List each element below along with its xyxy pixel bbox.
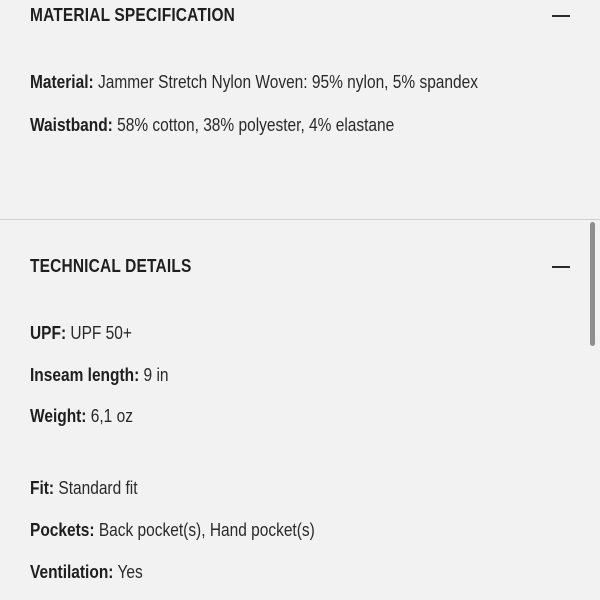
spec-value: 6,1 oz — [86, 406, 133, 426]
spec-row-fit — [30, 478, 138, 499]
spec-row-ventilation — [30, 562, 143, 583]
scrollbar-thumb[interactable] — [590, 222, 595, 346]
spec-key: Ventilation: — [30, 562, 114, 582]
spec-key: Waistband: — [30, 115, 113, 135]
spec-row-waistband — [30, 115, 394, 136]
spec-row-upf — [30, 323, 132, 344]
spec-row-pockets — [30, 520, 315, 541]
spec-row-inseam-length — [30, 365, 169, 386]
spec-key: Weight: — [30, 406, 87, 426]
spec-key: Pockets: — [30, 520, 95, 540]
spec-value: Yes — [113, 562, 143, 582]
spec-value: 9 in — [139, 365, 169, 385]
spec-key: Inseam length: — [30, 365, 140, 385]
collapse-minus-icon[interactable] — [552, 7, 570, 25]
spec-key: Material: — [30, 72, 94, 92]
spec-row-weight — [30, 406, 133, 427]
material-specification-section — [0, 0, 600, 219]
technical-details-title[interactable]: TECHNICAL DETAILS — [30, 256, 192, 276]
collapse-minus-icon[interactable] — [552, 258, 570, 276]
spec-value: 58% cotton, 38% polyester, 4% elastane — [112, 115, 395, 135]
spec-row-material — [30, 72, 478, 93]
spec-value: Back pocket(s), Hand pocket(s) — [94, 520, 315, 540]
spec-value: Jammer Stretch Nylon Woven: 95% nylon, 5% spandex — [93, 72, 478, 92]
spec-value: Standard fit — [54, 478, 138, 498]
material-specification-title[interactable]: MATERIAL SPECIFICATION — [30, 5, 236, 25]
technical-details-section — [0, 220, 600, 600]
spec-value: UPF 50+ — [66, 323, 132, 343]
spec-key: UPF: — [30, 323, 67, 343]
spec-key: Fit: — [30, 478, 55, 498]
